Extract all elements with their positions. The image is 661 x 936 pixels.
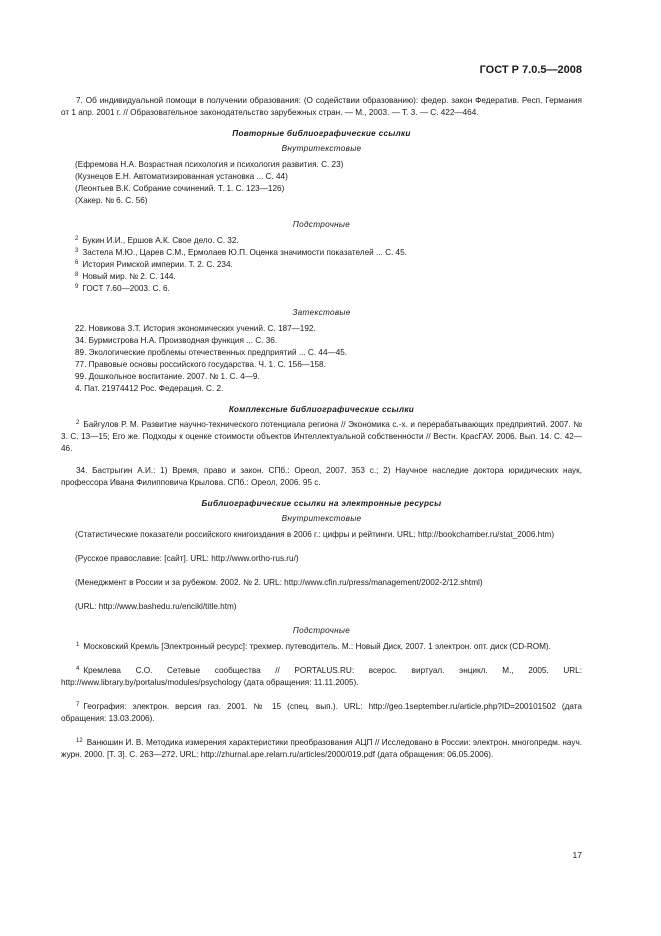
- section-title-complex: Комплексные библиографические ссылки: [228, 405, 415, 414]
- footnote-number: 3: [75, 248, 79, 254]
- subtitle-footnote: Подстрочные: [292, 220, 351, 229]
- list-item: (URL: http://www.bashedu.ru/encikl/title.htm): [75, 602, 237, 611]
- footnote-text: География: электрон. версия газ. 2001. № 15 (спец. вып.). URL: http://geo.1september.ru/article.php?ID=200101502 (дата обращения: 13.03.2006).: [61, 702, 582, 723]
- end-text-list: [61, 323, 582, 395]
- page-number: 17: [572, 850, 582, 860]
- list-item: 99. Дошкольное воспитание. 2007. № 1. С. 4—9.: [75, 372, 260, 381]
- intro-paragraph: 7. Об индивидуальной помощи в получении образования: (О содействии образованию): федер. закон Федератив. Респ. Германия от 1 апр. 2001 г. // Образовательное законодательство зарубежных стран. — М., 2003. — Т. 3. — С. 422—464.: [61, 96, 582, 117]
- footnote-item: [61, 247, 582, 259]
- footnote-item: [61, 641, 582, 653]
- footnote-number: 8: [75, 272, 79, 278]
- section-title-electronic: Библиографические ссылки на электронные ресурсы: [201, 499, 442, 508]
- complex-paragraph-1: [61, 419, 582, 455]
- electronic-in-text-list: [61, 529, 582, 613]
- footnote-item: [61, 259, 582, 271]
- list-item: (Статистические показатели российского книгоиздания в 2006 г.: цифры и рейтинги. URL: http://bookchamber.ru/stat_2006.htm): [75, 530, 555, 539]
- list-item: 34. Бурмистрова Н.А. Производная функция ... С. 36.: [75, 336, 278, 345]
- subtitle-end-text: Затекстовые: [292, 308, 351, 317]
- footnote-item: [61, 737, 582, 761]
- footnote-number: 9: [75, 284, 79, 290]
- list-item: (Хакер. № 6. С. 56): [75, 196, 148, 205]
- footnote-number: 12: [76, 738, 83, 744]
- footnote-text: Новый мир. № 2. С. 144.: [82, 272, 176, 281]
- document-body: [61, 95, 582, 761]
- list-item: (Менеджмент в России и за рубежом. 2002. № 2. URL: http://www.cfin.ru/press/management/2002-2/12.shtml): [75, 578, 483, 587]
- footnote-text: Ванюшин И. В. Методика измерения характеристики преобразования АЦП // Исследовано в России: электрон. многопредм. науч. журн. 2000. [Т. 3]. С. 263—272. URL: http://zhurnal.ape.relarn.ru/articles/2000/019.pdf (дата обращения: 06.05.2006).: [61, 738, 582, 759]
- list-item: 89. Экологические проблемы отечественных предприятий ... С. 44—45.: [75, 348, 348, 357]
- footnote-text: Застела М.Ю., Царев С.М., Ермолаев Ю.П. Оценка значимости показателей ... С. 45.: [82, 248, 407, 257]
- list-item: 4. Пат. 21974412 Рос. Федерация. С. 2.: [75, 384, 224, 393]
- footnote-number: 2: [75, 236, 79, 242]
- footnote-number: 6: [75, 260, 79, 266]
- subtitle-in-text: Внутритекстовые: [281, 514, 362, 523]
- list-item: 22. Новикова З.Т. История экономических учений. С. 187—192.: [75, 324, 316, 333]
- footnote-text: Букин И.И., Ершов А.К. Свое дело. С. 32.: [82, 236, 239, 245]
- footnote-number: 2: [76, 420, 80, 426]
- footnote-item: [61, 283, 582, 295]
- footnote-number: 4: [76, 666, 80, 672]
- in-text-list: [61, 159, 582, 207]
- footnote-item: [61, 701, 582, 725]
- paragraph-text: Байгулов Р. М. Развитие научно-технического потенциала региона // Экономика с.-х. и перерабатывающих предприятий. 2007. № 3. С. 13—15; Его же. Подходы к оценке стоимости объектов Интеллектуальной собственности // Вестн. КрасГАУ. 2006. Вып. 14. С. 42—46.: [61, 420, 582, 453]
- footnote-text: Московский Кремль [Электронный ресурс]: трехмер. путеводитель. М.: Новый Диск, 2007. 1 электрон. опт. диск (CD-ROM).: [83, 642, 551, 651]
- footnote-text: История Римской империи. Т. 2. С. 234.: [82, 260, 233, 269]
- footnote-number: 7: [76, 702, 80, 708]
- footnote-list: [61, 235, 582, 295]
- complex-paragraph-2: 34. Бастрыгин А.И.: 1) Время, право и закон. СПб.: Ореол, 2007. 353 с.; 2) Научное наследие доктора юридических наук, профессора Ивана Филипповича Крылова. СПб.: Ореол, 2006. 95 с.: [61, 466, 582, 487]
- subtitle-footnote: Подстрочные: [292, 626, 351, 635]
- footnote-text: ГОСТ 7.60—2003. С. 6.: [82, 284, 170, 293]
- list-item: (Ефремова Н.А. Возрастная психология и психология развития. С. 23): [75, 160, 344, 169]
- subtitle-in-text: Внутритекстовые: [281, 144, 362, 153]
- footnote-item: [61, 665, 582, 689]
- footnote-number: 1: [76, 642, 80, 648]
- list-item: (Кузнецов Е.Н. Автоматизированная установка ... С. 44): [75, 172, 288, 181]
- footnote-text: Кремлева С.О. Сетевые сообщества // PORTALUS.RU: всерос. виртуал. энцикл. М., 2005. URL: http://www.library.by/portalus/modules/psychology (дата обращения: 11.11.2005).: [61, 666, 582, 687]
- section-title-repeated: Повторные библиографические ссылки: [232, 129, 411, 138]
- footnote-item: [61, 235, 582, 247]
- document-code: ГОСТ Р 7.0.5—2008: [479, 64, 582, 76]
- list-item: (Леонтьев В.К. Собрание сочинений. Т. 1. С. 123—126): [75, 184, 285, 193]
- list-item: (Русское православие: [сайт]. URL: http://www.ortho-rus.ru/): [75, 554, 299, 563]
- footnote-item: [61, 271, 582, 283]
- list-item: 77. Правовые основы российского государства. Ч. 1. С. 156—158.: [75, 360, 326, 369]
